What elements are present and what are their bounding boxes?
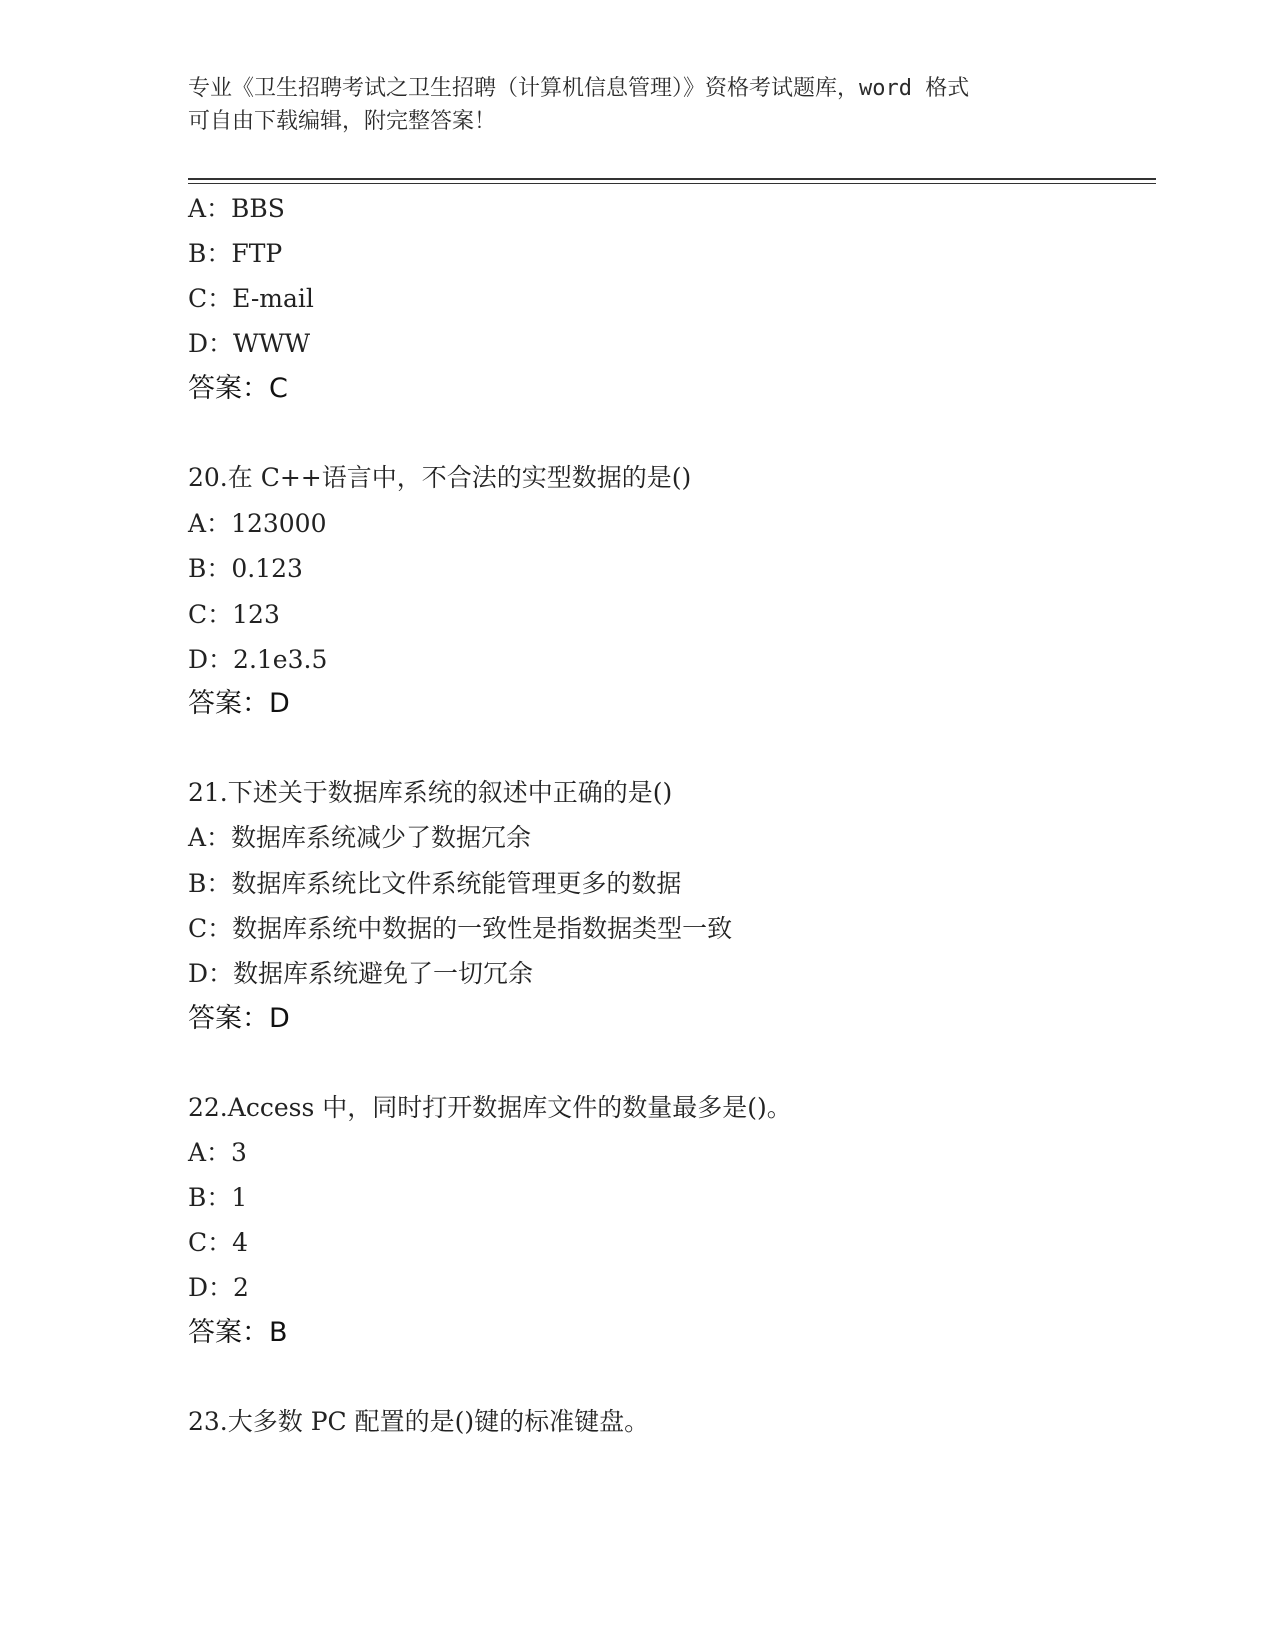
header-divider-thick — [188, 178, 1156, 180]
q22-question: 22.Access 中，同时打开数据库文件的数量最多是()。 — [188, 1093, 792, 1122]
q19-option-d: D：WWW — [188, 329, 311, 358]
q19-option-a: A：BBS — [188, 194, 285, 223]
q23-question: 23.大多数 PC 配置的是()键的标准键盘。 — [188, 1407, 650, 1436]
q19-option-c: C：E-mail — [188, 284, 314, 313]
header-title-line-1: 专业《卫生招聘考试之卫生招聘（计算机信息管理）》资格考试题库，word 格式 — [188, 76, 970, 101]
q22-option-a: A：3 — [188, 1138, 247, 1167]
q20-option-b: B：0.123 — [188, 554, 303, 583]
q21-option-d: D：数据库系统避免了一切冗余 — [188, 959, 534, 988]
q20-option-d: D：2.1e3.5 — [188, 645, 328, 674]
document-header — [188, 72, 1068, 138]
q21-question: 21.下述关于数据库系统的叙述中正确的是() — [188, 778, 673, 807]
q22-option-c: C：4 — [188, 1228, 249, 1257]
q20-answer: 答案：D — [188, 688, 290, 719]
q22-option-d: D：2 — [188, 1273, 249, 1302]
q22-answer: 答案：B — [188, 1317, 288, 1348]
q21-option-a: A：数据库系统减少了数据冗余 — [188, 823, 532, 852]
q21-option-b: B：数据库系统比文件系统能管理更多的数据 — [188, 869, 682, 898]
q20-option-a: A：123000 — [188, 509, 327, 538]
q21-answer: 答案：D — [188, 1003, 290, 1034]
q20-question: 20.在 C++语言中，不合法的实型数据的是() — [188, 463, 692, 492]
q21-option-c: C：数据库系统中数据的一致性是指数据类型一致 — [188, 914, 733, 943]
header-title-line-2: 可自由下载编辑，附完整答案！ — [188, 109, 497, 134]
header-divider-thin — [188, 183, 1156, 184]
q19-answer: 答案：C — [188, 373, 288, 404]
q20-option-c: C：123 — [188, 600, 280, 629]
q22-option-b: B：1 — [188, 1183, 248, 1212]
q19-option-b: B：FTP — [188, 239, 283, 268]
